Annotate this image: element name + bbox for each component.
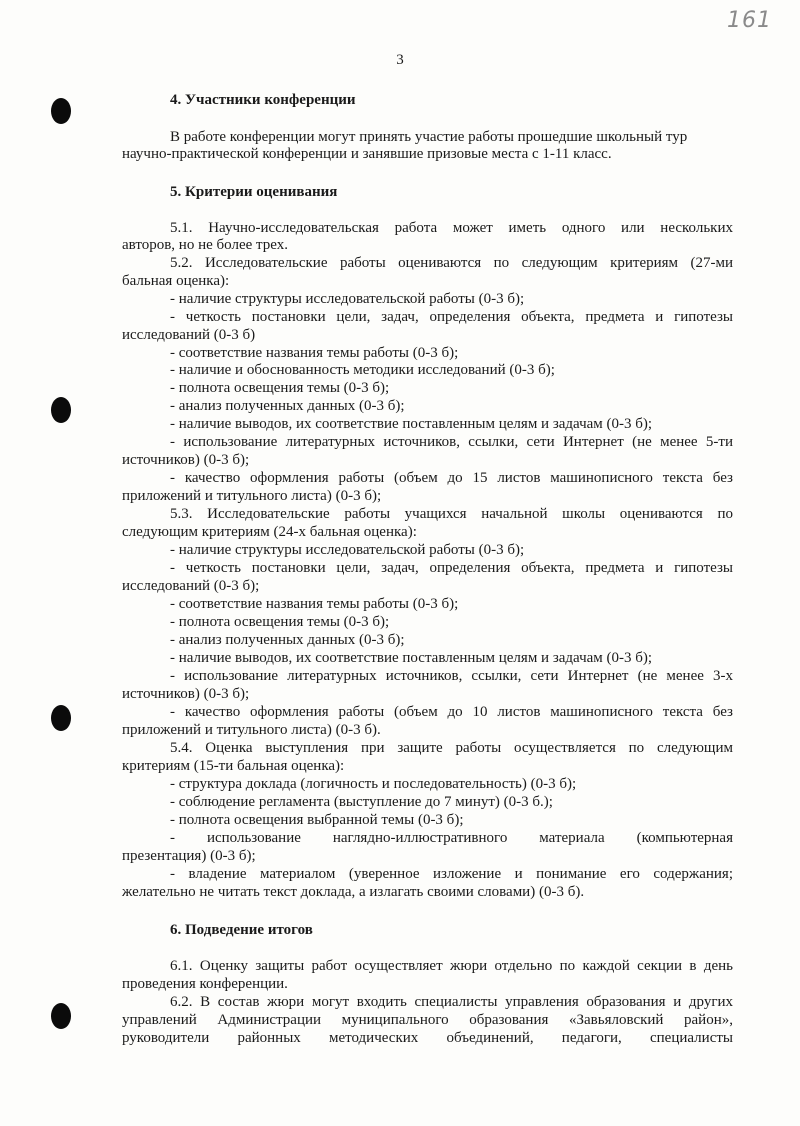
- text-line: научно-практической конференции и занявшие призовые места с 1-11 класс.: [122, 146, 612, 162]
- page-number: 3: [396, 52, 404, 68]
- text-line: - полнота освещения выбранной темы (0-3 б);: [170, 812, 464, 828]
- text-line: - наличие структуры исследовательской работы (0-3 б);: [170, 542, 525, 558]
- text-line: источников) (0-3 б);: [122, 452, 250, 468]
- section-heading: 6. Подведение итогов: [170, 922, 313, 938]
- punch-hole: [51, 98, 71, 124]
- text-line: - наличие и обоснованность методики исследований (0-3 б);: [170, 362, 555, 378]
- text-line: В работе конференции могут принять участие работы прошедшие школьный тур: [170, 129, 688, 145]
- text-line: 5.4. Оценка выступления при защите работы осуществляется по следующим: [170, 740, 733, 756]
- text-line: - наличие структуры исследовательской работы (0-3 б);: [170, 291, 525, 307]
- text-line: источников) (0-3 б);: [122, 686, 250, 702]
- text-line: критериям (15-ти бальная оценка):: [122, 758, 345, 774]
- text-line: - соответствие названия темы работы (0-3 б);: [170, 345, 459, 361]
- text-line: - полнота освещения темы (0-3 б);: [170, 614, 390, 630]
- text-line: - соблюдение регламента (выступление до 7 минут) (0-3 б.);: [170, 794, 553, 810]
- text-line: - использование наглядно-иллюстративного материала (компьютерная: [170, 830, 733, 846]
- punch-hole: [51, 705, 71, 731]
- text-line: - полнота освещения темы (0-3 б);: [170, 380, 390, 396]
- text-line: руководители районных методических объединений, педагоги, специалисты: [122, 1030, 733, 1046]
- text-line: презентация) (0-3 б);: [122, 848, 256, 864]
- text-line: приложений и титульного листа) (0-3 б);: [122, 488, 382, 504]
- text-line: 5.1. Научно-исследовательская работа может иметь одного или нескольких: [170, 220, 733, 236]
- text-line: - четкость постановки цели, задач, определения объекта, предмета и гипотезы: [170, 560, 733, 576]
- text-line: - наличие выводов, их соответствие поставленным целям и задачам (0-3 б);: [170, 650, 653, 666]
- text-line: проведения конференции.: [122, 976, 288, 992]
- punch-hole: [51, 1003, 71, 1029]
- punch-hole: [51, 397, 71, 423]
- text-line: 5.3. Исследовательские работы учащихся начальной школы оцениваются по: [170, 506, 733, 522]
- text-line: - соответствие названия темы работы (0-3 б);: [170, 596, 459, 612]
- text-line: - анализ полученных данных (0-3 б);: [170, 398, 405, 414]
- section-heading: 4. Участники конференции: [170, 92, 356, 108]
- text-line: исследований (0-3 б): [122, 327, 256, 343]
- text-line: - использование литературных источников, ссылки, сети Интернет (не менее 5-ти: [170, 434, 733, 450]
- text-line: - наличие выводов, их соответствие поставленным целям и задачам (0-3 б);: [170, 416, 653, 432]
- text-line: авторов, но не более трех.: [122, 237, 288, 253]
- text-line: 6.1. Оценку защиты работ осуществляет жюри отдельно по каждой секции в день: [170, 958, 733, 974]
- text-line: желательно не читать текст доклада, а излагать своими словами) (0-3 б).: [122, 884, 585, 900]
- text-line: - владение материалом (уверенное изложение и понимание его содержания;: [170, 866, 733, 882]
- text-line: 6.2. В состав жюри могут входить специалисты управления образования и других: [170, 994, 733, 1010]
- text-line: бальная оценка):: [122, 273, 230, 289]
- text-line: - качество оформления работы (объем до 15 листов машинописного текста без: [170, 470, 733, 486]
- text-line: - анализ полученных данных (0-3 б);: [170, 632, 405, 648]
- text-line: - использование литературных источников, ссылки, сети Интернет (не менее 3-х: [170, 668, 733, 684]
- text-line: управлений Администрации муниципального образования «Завьяловский район»,: [122, 1012, 733, 1028]
- handwritten-page-number: 161: [727, 8, 772, 33]
- text-line: исследований (0-3 б);: [122, 578, 260, 594]
- section-heading: 5. Критерии оценивания: [170, 184, 338, 200]
- text-line: приложений и титульного листа) (0-3 б).: [122, 722, 381, 738]
- text-line: - качество оформления работы (объем до 10 листов машинописного текста без: [170, 704, 733, 720]
- text-line: 5.2. Исследовательские работы оцениваются по следующим критериям (27-ми: [170, 255, 733, 271]
- text-line: следующим критериям (24-х бальная оценка):: [122, 524, 417, 540]
- text-line: - структура доклада (логичность и последовательность) (0-3 б);: [170, 776, 577, 792]
- text-line: - четкость постановки цели, задач, определения объекта, предмета и гипотезы: [170, 309, 733, 325]
